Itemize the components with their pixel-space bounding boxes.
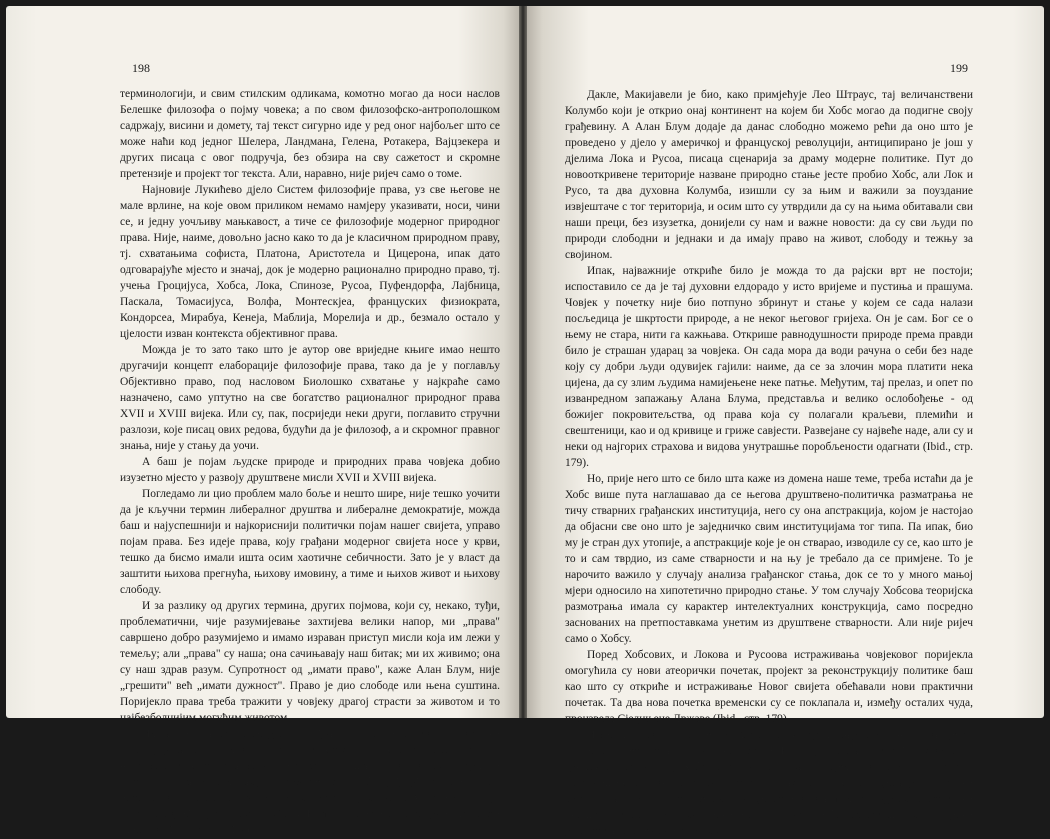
paragraph: Ипак, најважније откриће било је можда то да рајски врт не постоји; испоставило се да је тај духовни елдорадо у исто вријеме и пустиња и прашума. Човјек у почетку није био потпуно збринут и стање у којем се сада налази посљедица је шкртости природе, а не неког његовог гријеха. Он је сам. Бог се о њему не стара, нити га кажњава. Открише равнодушности природе према правди било је страшан ударац за човјека. Он сада мора да води рачуна о себи без наде коју су добри људи одувијек гајили: наиме, да се за злочин мора платити нека цијена, да су злим људима намијењене неке патње. Међутим, тај прелаз, и опет по изванредном запажању Алана Блума, представља и велико ослобођење - од божијег покровитељства, од права која су полагали краљеви, племићи и свештеници, као и од кривице и гриже савјести. Развејане су највеће наде, али су и неки од најгорих страхова и видова унутрашње поробљености одагнати (Ibid., стр. 179). [565,265,973,469]
paragraph: Погледамо ли цио проблем мало боље и нешто шире, није тешко уочити да је кључни термин либералног друштва и либералне демократије, можда баш и најуспешнији и најкориснији политички појам нашег свијета, управо појам права. Без идеје права, коју грађани модерног свијета носе у крви, тешко да бисмо имали ишта осим хаотичне себичности. Зато је у власт да заштити њихова прегнућа, њихову имовину, а тиме и њихов живот и њихову слободу. [120,488,500,596]
right-page [527,6,1044,837]
paragraph: А баш је појам људске природе и природних права човјека добио изузетно мјесто у развоју друштвене мисли XVII и XVIII вијека. [120,456,500,484]
page-number: 198 [132,61,150,75]
body-text [120,86,500,838]
paragraph: Најновије Лукићево дјело Систем филозофије права, уз све његове не мале врлине, на које овом приликом немамо намјеру указивати, носи, чини се, и једну уочљиву мањкавост, а тиче се филозофије модерног природног права. Није, наиме, довољно јасно како то да је класичном природном праву, тј. схватањима софиста, Платона, Аристотела и Цицерона, ипак дато одговарајуће мјесто и значај, док је модерно рационално природно право, тј. учења Гроцијуса, Хобса, Лока, Спинозе, Русоа, Пуфендорфа, Лајбница, Паскала, Томасијуса, Волфа, Монтескјеа, француских физиократа, Кондорсеа, Мирабуа, Кенеја, Маблија, Морелија и др., безмало остало у цјелости изван контекста објективног права. [120,184,500,340]
book-gutter [519,6,527,718]
body-text [565,87,973,839]
left-page [6,6,519,836]
paragraph: Но, прије него што се било шта каже из домена наше теме, треба истаћи да је Хобс више пута наглашавао да се његова друштвено-политичка разматрања не тичу стварних грађанских институција, него су она апстракција, којом је настојао да објасни све оно што је заједничко свим институцијама тог типа. Па ипак, био му је стран дух утопије, а апстракције које је он стварао, изводиле су се, као што је то и сам тврдио, из саме стварности и на њу је требало да се примјене. То је нарочито важило у случају анализа грађанског стања, док се то у много мањој мјери односило на хипотетично природно стање. У том случају Хобсова теоријска размотрања имала су карактер интелектуалних конструкција, само посредно заснованих на претпоставкама унетим из друштвене стварности. Али није ријеч само о Хобсу. [565,473,973,645]
paragraph: И за разлику од других термина, других појмова, који су, некако, туђи, проблематични, чије разумијевање захтијева велики напор, ми „права" савршено добро разумијемо и имамо израван приступ мисли која им лежи у темељу; али „права" су наша; она сачињавају наш битак; ми их живимо; она су наш здрав разум. Супротност од „имати право", каже Алан Блум, није „грешити" већ „имати дужност". Право је дио слободе или њена суштина. Поријекло права треба тражити у човјеку драгој страсти за животом и то најбезболнијим могућим животом. [120,600,500,724]
paragraph: Идеја да човјек посједује неотуђива природна права, да му она припадају као индивидуално право првенства подједнако у времену као и у неприкосновености у свакоом грађанском друштву и да грађанска друштва постоје у ту сврху, и да свој легитимитет стичу обезбјеђујући та права - све је то изум модерне филозофије. Зачетник те идеје био је Хобс, а Лок јој је подарио највеће достојанство (Уп. А. Блум, Сумрак америчкої ума, Просвета - Београд 1990, стр. 481-2). [120,728,500,836]
paragraph: И као што смо то већ рекли, Хобс у свом објашњењу природног права јесте пошао од претпоставке природног стања. И док је Сократ, говорећи, замишљао сунцем обасјани град, Хобс је открио изолованог појединца, чији је живот био „сиромашан, опасан, скотски и кратак". Ова промјена, промјена у односу на читаву традицију политичке филозофије, отвара сасвим другачију перспективу на оно што човјек жели и чему се нада од политике. Разборитост више не упућује на успостављање режима који ће се [565,729,973,837]
paragraph: Можда је то зато тако што је аутор ове вриједне књиге имао нешто другачији концепт елаборације филозофије права, тако да је у поглављу Објективно право, под насловом Биолошко схватање у најкраће само назначено, само уптутно на све богатство рационалног природног права XVII и XVIII вијека. Или су, пак, посриједи неки други, поглавито стручни разлози, које писац ових редова, будући да је филозоф, а и скромног правног знања, није у стању да уочи. [120,344,500,452]
paragraph: Дакле, Макијавели је био, како примјећује Лео Штраус, тај величанствени Колумбо који је открио онај континент на којем би Хобс могао да подигне своју грађевину. А Алан Блум додаје да данас слободно можемо рећи да оно што је проведено у дјело у америчкој и француској револуцији, антиципирано је још у дјелима Лока и Русоа, писаца сценарија за драму модерне политике. Пут до новооткривене територије назване природно стање јесте пробио Хобс, али Лок и Русо, та два духовна Колумба, изишли су за њим и важили за поуздание извјештаче с тог територија, и осим што су утврдили да су на њима обитавали сви наши преци, без изузетка, донијели су нам и важне новости: да су сви људи по природи слободни и једнаки и да имају право на живот, слободу и тежњу за својином. [565,89,973,261]
paragraph: Поред Хобсових, и Локова и Русоова истраживања човјековог поријекла омогућила су нови атеорички почетак, пројект за реконструкцију политике баш као што су откриће и истраживање Новог свијета обећавали нови практични почетак. Та два нова почетка временски су се поклапала и, између осталих чуда, произвела Сједињене Државе (Ibid., стр. 179). [565,649,973,725]
page-number: 199 [950,61,968,75]
paragraph: терминологији, и свим стилским одликама, комотно могао да носи наслов Белешке филозофа о појму човека; а по свом филозофско-антрополошком садржају, висини и домету, тај текст сигурно иде у ред оног најбољег што се може наћи код једног Шелера, Ландмана, Гелена, Ротакера, Вајцзекера и других писаца с овог подручја, без обзира на сву сажетост и скромне претензије и пројект тог текста. Али, наравно, није ријеч само о томе. [120,88,500,180]
